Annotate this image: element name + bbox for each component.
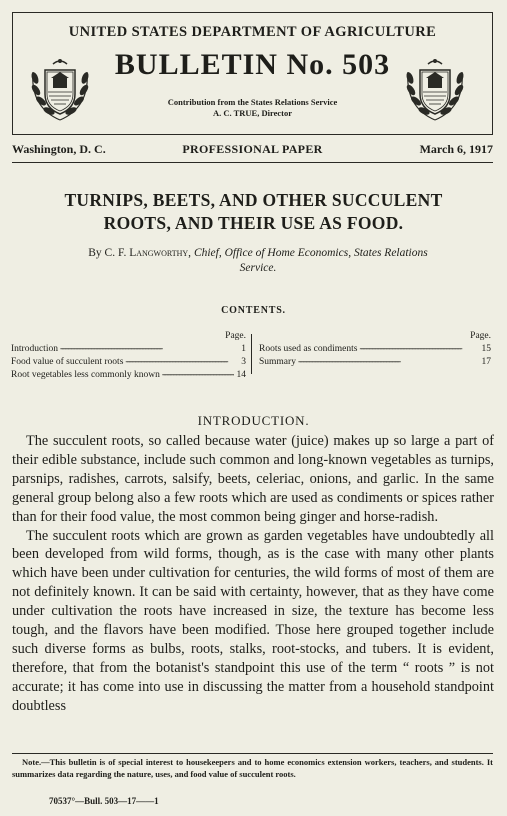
paper-type: PROFESSIONAL PAPER: [182, 142, 323, 156]
title-line: ROOTS, AND THEIR USE AS FOOD.: [103, 213, 404, 233]
paragraph: The succulent roots which are grown as garden vegetables have undoubtedly all been developed from wild forms, though, as is the case with many other plants which have been under cultivation for centuries, the wild forms of most of them are not definitely known. It can be said with certainty, however, that as they have come under cultivation the roots have increased in size, the texture has become less tough, and the flavors have been modified. Those here grouped together include such diverse forms as bulbs, roots, stalks, root-stocks, and tubers. It is evident, therefore, that from the botanist's standpoint this use of the term “ roots ” is not accurate; it has come into use in discussing the matter from a household standpoint doubtless: [12, 527, 494, 714]
contents-heading: CONTENTS.: [221, 305, 286, 316]
contents-entry-title: Roots used as condiments: [259, 344, 358, 354]
contents-entry-title: Food value of succulent roots: [11, 357, 124, 367]
header-rule: [12, 162, 493, 163]
contents-entry[interactable]: [11, 356, 246, 369]
bulletin-number: BULLETIN No. 503: [114, 48, 391, 81]
department-name: UNITED STATES DEPARTMENT OF AGRICULTURE: [68, 24, 437, 40]
contents-divider: [251, 334, 252, 374]
author-role-cont: Service.: [239, 262, 277, 274]
publication-date: March 6, 1917: [419, 142, 493, 156]
author-name: C. F. Langworthy,: [104, 247, 192, 259]
contribution-line: Contribution from the States Relations Service: [167, 97, 338, 107]
byline-by: By: [88, 247, 102, 259]
page-column-label: Page.: [225, 331, 246, 341]
contents-entry-title: Root vegetables less commonly known: [11, 370, 160, 380]
footnote-rule: [12, 753, 493, 754]
document-title: [0, 189, 507, 235]
contents-entry[interactable]: [11, 369, 246, 382]
masthead: [12, 12, 493, 135]
section-heading: INTRODUCTION.: [197, 413, 310, 428]
director-line: A. C. TRUE, Director: [212, 108, 292, 118]
page-column-label: Page.: [470, 331, 491, 341]
contents-list-left: [11, 330, 246, 382]
introduction-body: [12, 432, 494, 716]
contents-entry[interactable]: [11, 343, 246, 356]
department-seal-icon: [398, 50, 472, 126]
contents-entry-page: 17: [481, 357, 491, 367]
footnote: [12, 757, 493, 780]
contents-entry-page: 14: [236, 370, 246, 380]
publication-location: Washington, D. C.: [12, 142, 106, 156]
contents-entry[interactable]: [259, 356, 491, 369]
contents-entry-page: 3: [241, 357, 246, 367]
title-line: TURNIPS, BEETS, AND OTHER SUCCULENT: [64, 190, 443, 210]
contents-list-right: [259, 330, 491, 369]
printer-imprint: 70537°—Bull. 503—17——1: [49, 796, 159, 806]
author-role: Chief, Office of Home Economics, States Relations: [193, 247, 428, 259]
contents-entry-title: Summary: [259, 357, 296, 367]
byline: [28, 246, 488, 276]
paragraph: The succulent roots, so called because water (juice) makes up so large a part of their edible substance, include such common and long-known vegetables as turnips, parsnips, radishes, carrots, salsify, beets, celeriac, onions, and garlic. In the same general group belong also a few roots which are used as condiments or spices rather than for their food value, the most common being ginger and horse-radish.: [12, 433, 494, 525]
contents-entry[interactable]: [259, 343, 491, 356]
contents-entry-page: 15: [481, 344, 491, 354]
contents-entry-title: Introduction: [11, 344, 58, 354]
footnote-text: Note.—This bulletin is of special interest to housekeepers and to home economics extension workers, teachers, and students. It summarizes data regarding the nature, uses, and food value of succulent roots.: [12, 757, 493, 779]
contents-entry-page: 1: [241, 344, 246, 354]
department-seal-icon: [23, 50, 97, 126]
